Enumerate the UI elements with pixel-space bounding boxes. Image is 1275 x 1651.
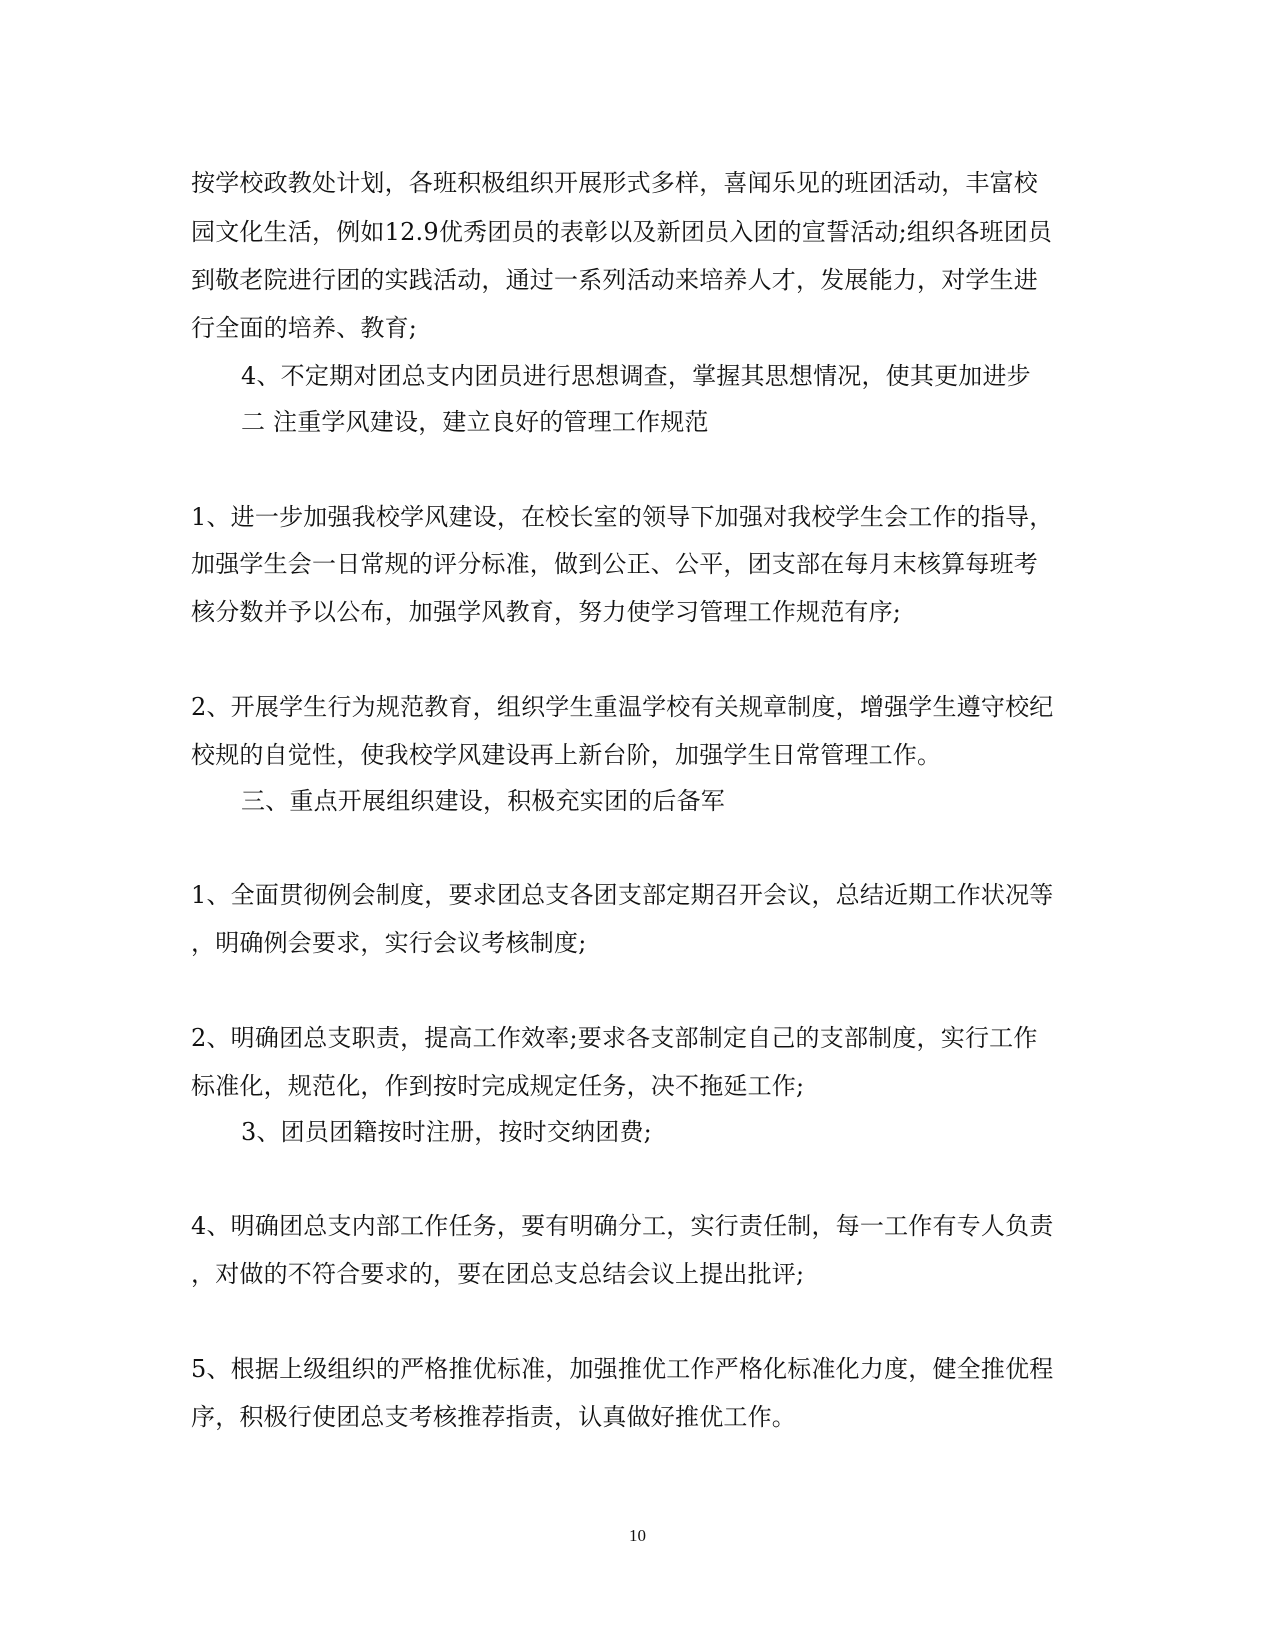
section-heading: 二 注重学风建设，建立良好的管理工作规范: [241, 408, 709, 436]
paragraph-line: 加强学生会一日常规的评分标准，做到公正、公平，团支部在每月末核算每班考: [191, 550, 1038, 578]
paragraph-line: 到敬老院进行团的实践活动，通过一系列活动来培养人才，发展能力，对学生进: [191, 266, 1038, 294]
paragraph-line: 序，积极行使团总支考核推荐指责，认真做好推优工作。: [191, 1403, 796, 1431]
paragraph-line: 4、不定期对团总支内团员进行思想调查，掌握其思想情况，使其更加进步: [241, 362, 1031, 390]
paragraph-line: 园文化生活，例如12.9优秀团员的表彰以及新团员入团的宣誓活动;组织各班团员: [191, 218, 1053, 246]
paragraph-line: 标准化，规范化，作到按时完成规定任务，决不拖延工作;: [191, 1072, 805, 1100]
paragraph-line: 按学校政教处计划，各班积极组织开展形式多样，喜闻乐见的班团活动，丰富校: [191, 169, 1038, 197]
paragraph-line: 1、全面贯彻例会制度，要求团总支各团支部定期召开会议，总结近期工作状况等: [191, 881, 1054, 909]
paragraph-line: 2、开展学生行为规范教育，组织学生重温学校有关规章制度，增强学生遵守校纪: [191, 693, 1054, 721]
paragraph-line: 5、根据上级组织的严格推优标准，加强推优工作严格化标准化力度，健全推优程: [191, 1355, 1054, 1383]
page-number: 10: [629, 1526, 646, 1545]
section-heading: 三、重点开展组织建设，积极充实团的后备军: [241, 787, 725, 815]
paragraph-line: 校规的自觉性，使我校学风建设再上新台阶，加强学生日常管理工作。: [191, 741, 942, 769]
paragraph-line: 4、明确团总支内部工作任务，要有明确分工，实行责任制，每一工作有专人负责: [191, 1212, 1054, 1240]
paragraph-line: ，对做的不符合要求的，要在团总支总结会议上提出批评;: [191, 1260, 805, 1288]
paragraph-line: 2、明确团总支职责，提高工作效率;要求各支部制定自己的支部制度，实行工作: [191, 1024, 1038, 1052]
paragraph-line: 行全面的培养、教育;: [191, 314, 418, 342]
paragraph-line: ，明确例会要求，实行会议考核制度;: [191, 929, 587, 957]
paragraph-line: 核分数并予以公布，加强学风教育，努力使学习管理工作规范有序;: [191, 598, 902, 626]
paragraph-line: 3、团员团籍按时注册，按时交纳团费;: [241, 1118, 652, 1146]
paragraph-line: 1、进一步加强我校学风建设，在校长室的领导下加强对我校学生会工作的指导，: [191, 503, 1054, 531]
